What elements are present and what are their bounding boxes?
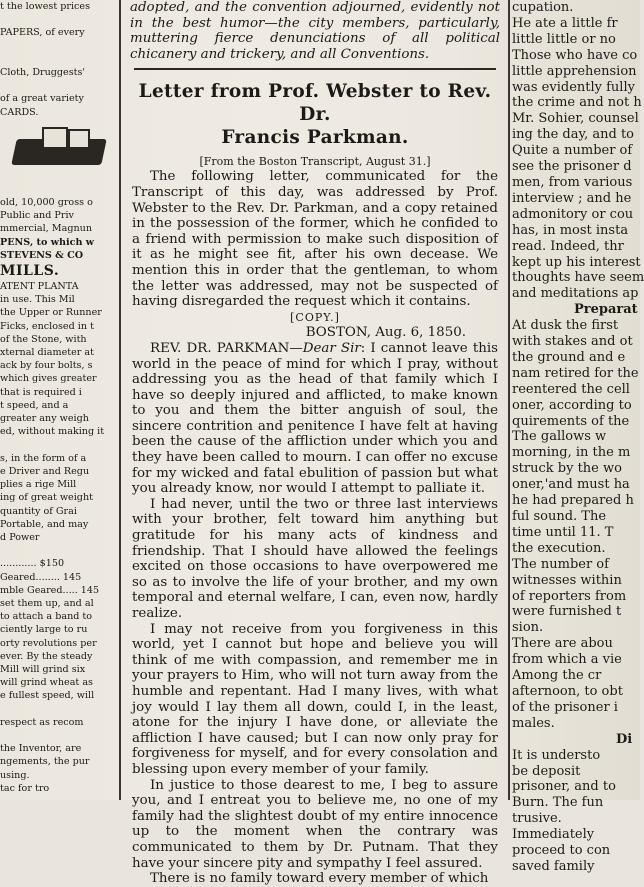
- text-line: At dusk the first: [512, 318, 619, 334]
- text-line: the Upper or Runner: [0, 307, 102, 319]
- text-line: the ground and e: [512, 349, 626, 365]
- text-line: the crime and not h: [512, 95, 642, 111]
- text-line: [0, 40, 120, 53]
- text-line: witnesses within: [512, 572, 622, 588]
- text-line: Geared........ 145: [0, 571, 82, 583]
- text-line: old, 10,000 gross o: [0, 197, 93, 209]
- text-line: little apprehension: [512, 63, 637, 79]
- text-line: orty revolutions per: [0, 637, 97, 649]
- letter-paragraph-1: [124, 341, 506, 497]
- text-line: Those who have co: [512, 47, 638, 63]
- text-line: xternal diameter at: [0, 347, 94, 359]
- letter-paragraph-3: I may not receive from you forgiveness in this world, yet I cannot but hope and believe you will think of me with compassion, and remember me in your prayers to Him, who will not turn away from the humble and repentant. Had I many lives, with what joy would I lay them all down, could I, in the least, atone for the injury I have done, or alleviate the affliction I have caused; but I can now only pray for forgiveness for myself, and for every consolation and blessing upon every member of your family.: [132, 621, 498, 777]
- text-line: e Driver and Regu: [0, 465, 90, 477]
- text-line: oner,'and must ha: [512, 477, 630, 493]
- text-line: ing of great weight: [0, 492, 93, 504]
- text-line: quirements of the: [512, 413, 630, 429]
- dateline: BOSTON, Aug. 6, 1850.: [305, 325, 466, 341]
- ad-heading: STEVENS & CO: [0, 249, 84, 261]
- text-line: the Inventor, are: [0, 743, 82, 755]
- text-line: Cloth, Druggests': [0, 67, 86, 79]
- text-line: Among the cr: [512, 668, 602, 684]
- text-line: see the prisoner d: [512, 159, 632, 175]
- text-line: read. Indeed, thr: [512, 238, 624, 254]
- text-line: [0, 183, 120, 196]
- text-line: [0, 703, 120, 716]
- center-column: [124, 0, 506, 887]
- text-line: ATENT PLANTA: [0, 281, 79, 293]
- text-line: [0, 53, 120, 66]
- text-line: ngements, the pur: [0, 756, 90, 768]
- text-line: [0, 438, 120, 451]
- text-line: cupation.: [512, 0, 574, 15]
- text-line: proceed to con: [512, 843, 611, 859]
- text-line: kept up his interest: [512, 254, 641, 270]
- card-case-icon: [10, 125, 108, 173]
- text-line: tac for tro: [0, 782, 50, 794]
- text-line: of the Stone, with: [0, 333, 87, 345]
- text-line: of reporters from: [512, 588, 627, 604]
- column-rule-right: [508, 0, 510, 800]
- right-column: [512, 0, 644, 874]
- text-line: Immediately: [512, 827, 595, 843]
- text-line: [0, 544, 120, 557]
- text-line: with stakes and ot: [512, 334, 633, 350]
- text-line: Ficks, enclosed in t: [0, 320, 94, 332]
- article-source: [From the Boston Transcript, August 31.]: [199, 155, 431, 169]
- text-line: CARDS.: [0, 106, 39, 118]
- left-column: [0, 0, 120, 800]
- text-line: that is required i: [0, 386, 82, 398]
- text-line: from which a vie: [512, 652, 622, 668]
- text-line: mmercial, Magnun: [0, 223, 93, 235]
- text-line: plies a rige Mill: [0, 479, 77, 491]
- text-line: Public and Priv: [0, 210, 74, 222]
- text-line: ful sound. The: [512, 509, 607, 524]
- text-line: d Power: [0, 531, 40, 543]
- text-line: Burn. The fun: [512, 795, 604, 811]
- text-line: [0, 729, 120, 742]
- text-line: PENS, to which w: [0, 236, 95, 248]
- text-line: ing the day, and to: [512, 127, 634, 143]
- article-title-line-2: Francis Parkman.: [221, 127, 409, 149]
- text-line: e fullest speed, will: [0, 690, 95, 702]
- letter-paragraph-5: There is no family toward every member of which: [150, 871, 489, 887]
- text-line: thoughts have seem: [512, 270, 644, 286]
- text-line: ............ $150: [0, 558, 65, 570]
- text-line: ever. By the steady: [0, 650, 93, 662]
- text-line: which gives greater: [0, 373, 97, 385]
- text-line: ack by four bolts, s: [0, 360, 93, 372]
- column-rule-left: [119, 0, 121, 800]
- text-line: the execution.: [512, 540, 606, 556]
- text-line: The gallows w: [512, 429, 607, 445]
- text-line: t the lowest prices: [0, 1, 90, 12]
- letter-paragraph-4: In justice to those dearest to me, I beg to assure you, and I entreat you to believe me, no one of my family had the slightest doubt of my entire innocence up to the moment when the contrary was communicated to them by Dr. Putnam. That they have your sincere pity and sympathy I feel assured.: [132, 777, 498, 871]
- section-subhead: Di: [616, 731, 633, 747]
- text-line: afternoon, to obt: [512, 683, 623, 699]
- article-divider: [134, 68, 496, 70]
- text-line: to attach a band to: [0, 611, 93, 623]
- text-line: nam retired for the: [512, 365, 639, 381]
- paragraph-1-text: : I cannot leave this world in the peace of mind for which I pray, without addressing you as the head of that family which I have so deeply injured and afflicted, to make known to you and them the bitter anguish of soul, the sincere contrition and penitence I have felt at having been the cause of the affliction under which you and they have been called to mourn. I can offer no excuse for my wicked and fatal ebulition of passion but what you already know, nor would I attempt to palliate it.: [132, 340, 498, 497]
- text-line: Quite a number of: [512, 143, 633, 159]
- text-line: little little or no: [512, 31, 616, 47]
- copy-label: [COPY.]: [290, 310, 340, 324]
- text-line: respect as recom: [0, 716, 84, 728]
- text-line: ed, without making it: [0, 426, 105, 438]
- text-line: interview ; and he: [512, 190, 632, 206]
- text-line: ciently large to ru: [0, 624, 88, 636]
- text-line: Mill will grind six: [0, 663, 86, 675]
- text-line: has, in most insta: [512, 222, 629, 238]
- text-line: There are abou: [512, 636, 613, 652]
- text-line: saved family: [512, 858, 595, 874]
- text-line: oner, according to: [512, 397, 632, 413]
- text-line: [0, 13, 120, 26]
- text-line: quantity of Grai: [0, 505, 77, 517]
- text-line: prisoner, and to: [512, 779, 616, 795]
- text-line: time until 11. T: [512, 524, 614, 540]
- section-subhead: Preparat: [574, 302, 638, 318]
- text-line: was evidently fully: [512, 79, 635, 95]
- text-line: morning, in the m: [512, 445, 631, 461]
- text-line: trusive.: [512, 811, 562, 827]
- ad-heading: MILLS.: [0, 263, 60, 280]
- intro-paragraph: The following letter, communicated for the Transcript of this day, was addressed by Prof. Webster to the Rev. Dr. Parkman, and a copy retained in the possession of the former, which he confided to a friend with permission to make such disposition of it as he might see fit, after his own decease. We mention this in order that the gentleman, to whom the letter was addressed, may not be suspected of having disregarded the request which it contains.: [132, 169, 498, 310]
- text-line: males.: [512, 715, 555, 731]
- salutation: REV. DR. PARKMAN—: [150, 340, 303, 356]
- text-line: men, from various: [512, 174, 633, 190]
- text-line: He ate a little fr: [512, 15, 618, 31]
- text-line: t speed, and a: [0, 399, 69, 411]
- text-line: s, in the form of a: [0, 452, 87, 464]
- text-line: he had prepared h: [512, 493, 634, 509]
- salutation-italic: Dear Sir: [302, 340, 361, 356]
- text-line: be deposit: [512, 763, 581, 779]
- text-line: greater any weigh: [0, 413, 89, 425]
- text-line: Portable, and may: [0, 518, 89, 530]
- text-line: admonitory or cou: [512, 206, 634, 222]
- text-line: in use. This Mil: [0, 294, 75, 306]
- text-line: Mr. Sohier, counsel: [512, 111, 639, 127]
- preceding-article-text: adopted, and the convention adjourned, evidently not in the best humor—the city members, particularly, muttering fierce denunciations of all political chicanery and trickery, and all Conventions.: [130, 0, 500, 62]
- text-line: PAPERS, of every: [0, 27, 85, 39]
- text-line: and meditations ap: [512, 286, 639, 302]
- article-title-line-1: Letter from Prof. Webster to Rev. Dr.: [138, 81, 492, 126]
- text-line: set them up, and al: [0, 597, 94, 609]
- text-line: of the prisoner i: [512, 699, 618, 715]
- text-line: were furnished t: [512, 604, 622, 620]
- text-line: It is understo: [512, 747, 601, 763]
- text-line: reentered the cell: [512, 381, 630, 397]
- text-line: [0, 79, 120, 92]
- letter-paragraph-2: I had never, until the two or three last interviews with your brother, felt toward him anything but gratitude for his many acts of kindness and friendship. That I should have allowed the feelings excited on those occasions to have overpowered me so as to involve the life of your brother, and my own temporal and eternal welfare, I can, even now, hardly realize.: [132, 496, 498, 621]
- text-line: struck by the wo: [512, 461, 622, 477]
- text-line: mble Geared..... 145: [0, 584, 100, 596]
- text-line: using.: [0, 769, 30, 781]
- text-line: of a great variety: [0, 93, 84, 105]
- text-line: sion.: [512, 620, 544, 636]
- article-title: [124, 80, 506, 149]
- text-line: will grind wheat as: [0, 677, 93, 689]
- text-line: The number of: [512, 556, 609, 572]
